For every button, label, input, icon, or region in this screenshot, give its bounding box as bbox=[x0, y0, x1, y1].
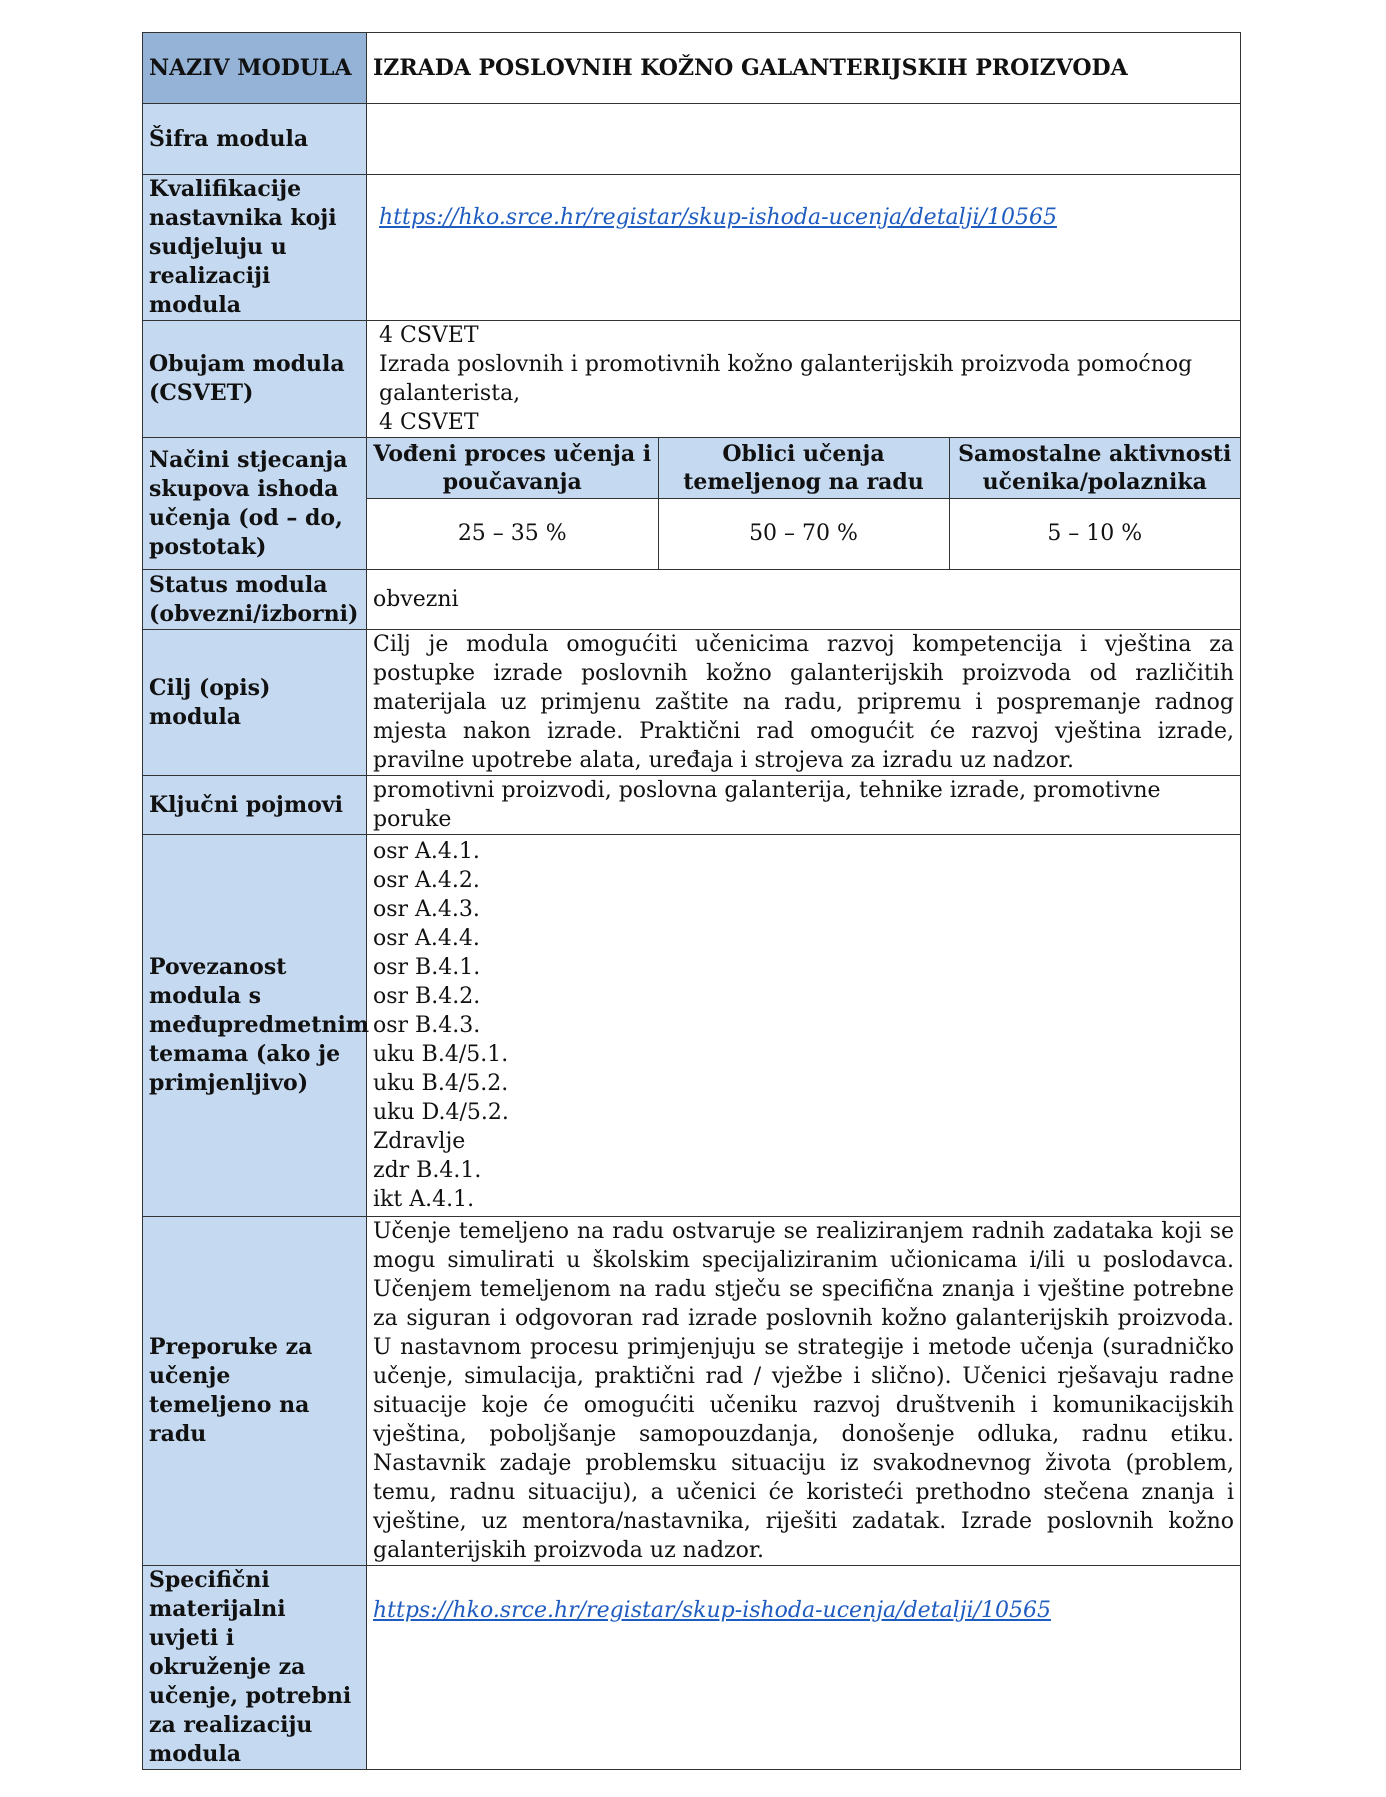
methods-header-guided: Vođeni proces učenja i poučavanja bbox=[367, 438, 658, 499]
crosscurr-item: osr B.4.2. bbox=[373, 984, 481, 1009]
crosscurr-item: osr B.4.3. bbox=[373, 1013, 481, 1038]
material-label: Specifični materijalni uvjeti i okruženje za učenje, potrebni za realizaciju modula bbox=[143, 1566, 367, 1770]
methods-inner-table bbox=[367, 438, 1240, 569]
methods-value-guided: 25 – 35 % bbox=[367, 499, 658, 570]
crosscurr-item: osr A.4.3. bbox=[373, 897, 480, 922]
crosscurr-item: osr A.4.1. bbox=[373, 839, 480, 864]
crosscurr-item: Zdravlje bbox=[373, 1129, 466, 1154]
row-module-status bbox=[143, 570, 1241, 630]
material-value-cell bbox=[367, 1566, 1241, 1770]
goal-value: Cilj je modula omogućiti učenicima razvoj kompetencija i vještina za postupke izrade poslovnih kožno galanterijskih proizvoda od različitih materijala uz primjenu zaštite na radu, pripremu i pospremanje radnog mjesta nakon izrade. Praktični rad omogućit će razvoj vještina izrade, pravilne upotrebe alata, uređaja i strojeva za izradu uz nadzor. bbox=[367, 630, 1241, 776]
crosscurr-item: zdr B.4.1. bbox=[373, 1158, 482, 1183]
crosscurr-item: uku B.4/5.2. bbox=[373, 1071, 509, 1096]
row-module-code bbox=[143, 104, 1241, 175]
crosscurr-label: Povezanost modula s međupredmetnim temama (ako je primjenljivo) bbox=[143, 835, 367, 1217]
crosscurr-list bbox=[367, 835, 1241, 1217]
row-keywords bbox=[143, 776, 1241, 835]
methods-value-independent: 5 – 10 % bbox=[949, 499, 1240, 570]
module-name-label: NAZIV MODULA bbox=[143, 33, 367, 104]
crosscurr-item: osr B.4.1. bbox=[373, 955, 481, 980]
methods-label: Načini stjecanja skupova ishoda učenja (od – do, postotak) bbox=[143, 438, 367, 570]
row-work-based-learning bbox=[143, 1217, 1241, 1566]
wbl-label: Preporuke za učenje temeljeno na radu bbox=[143, 1217, 367, 1566]
teachers-value-cell bbox=[367, 175, 1241, 321]
row-cross-curricular bbox=[143, 835, 1241, 1217]
module-name-value: IZRADA POSLOVNIH KOŽNO GALANTERIJSKIH PROIZVODA bbox=[367, 33, 1241, 104]
methods-header-independent: Samostalne aktivnosti učenika/polaznika bbox=[949, 438, 1240, 499]
module-table bbox=[142, 32, 1241, 1770]
module-document bbox=[142, 32, 1241, 1770]
status-label: Status modula (obvezni/izborni) bbox=[143, 570, 367, 630]
row-module-volume bbox=[143, 321, 1241, 438]
material-link[interactable]: https://hko.srce.hr/registar/skup-ishoda-ucenja/detalji/10565 bbox=[373, 1598, 1051, 1623]
keywords-label: Ključni pojmovi bbox=[143, 776, 367, 835]
crosscurr-item: uku B.4/5.1. bbox=[373, 1042, 509, 1067]
volume-line-1: 4 CSVET bbox=[379, 323, 479, 348]
volume-line-2: Izrada poslovnih i promotivnih kožno galanterijskih proizvoda pomoćnog galanterista, bbox=[379, 352, 1193, 406]
goal-label: Cilj (opis) modula bbox=[143, 630, 367, 776]
module-code-label: Šifra modula bbox=[143, 104, 367, 175]
methods-table-cell bbox=[367, 438, 1241, 570]
row-module-name bbox=[143, 33, 1241, 104]
crosscurr-item: ikt A.4.1. bbox=[373, 1187, 475, 1212]
methods-header-workbased: Oblici učenja temeljenog na radu bbox=[658, 438, 949, 499]
teachers-link[interactable]: https://hko.srce.hr/registar/skup-ishoda-ucenja/detalji/10565 bbox=[379, 205, 1057, 230]
status-value: obvezni bbox=[367, 570, 1241, 630]
crosscurr-item: uku D.4/5.2. bbox=[373, 1100, 509, 1125]
row-teacher-qualifications bbox=[143, 175, 1241, 321]
module-code-value bbox=[367, 104, 1241, 175]
row-module-goal bbox=[143, 630, 1241, 776]
methods-value-row bbox=[367, 499, 1240, 570]
methods-value-workbased: 50 – 70 % bbox=[658, 499, 949, 570]
row-acquisition-methods bbox=[143, 438, 1241, 570]
crosscurr-item: osr A.4.2. bbox=[373, 868, 480, 893]
volume-label: Obujam modula (CSVET) bbox=[143, 321, 367, 438]
wbl-value: Učenje temeljeno na radu ostvaruje se realiziranjem radnih zadataka koji se mogu simulirati u školskim specijaliziranim učionicama i/ili u poslodavca. Učenjem temeljenom na radu stječu se specifična znanja i vještine potrebne za siguran i odgovoran rad izrade poslovnih kožno galanterijskih proizvoda. U nastavnom procesu primjenjuju se strategije i metode učenja (suradničko učenje, simulacija, praktični rad / vježbe i slično). Učenici rješavaju radne situacije koje će omogućiti učeniku razvoj društvenih i komunikacijskih vještina, poboljšanje samopouzdanja, donošenje odluka, radnu etiku. Nastavnik zadaje problemsku situaciju iz svakodnevnog života (problem, temu, radnu situaciju), a učenici će koristeći prethodno stečena znanja i vještine, uz mentora/nastavnika, riješiti zadatak. Izrade poslovnih kožno galanterijskih proizvoda uz nadzor. bbox=[367, 1217, 1241, 1566]
row-material-conditions bbox=[143, 1566, 1241, 1770]
volume-value-cell bbox=[367, 321, 1241, 438]
methods-header-row bbox=[367, 438, 1240, 499]
crosscurr-item: osr A.4.4. bbox=[373, 926, 480, 951]
keywords-value: promotivni proizvodi, poslovna galanterija, tehnike izrade, promotivne poruke bbox=[367, 776, 1241, 835]
volume-line-3: 4 CSVET bbox=[379, 410, 479, 435]
teachers-label: Kvalifikacije nastavnika koji sudjeluju u realizaciji modula bbox=[143, 175, 367, 321]
